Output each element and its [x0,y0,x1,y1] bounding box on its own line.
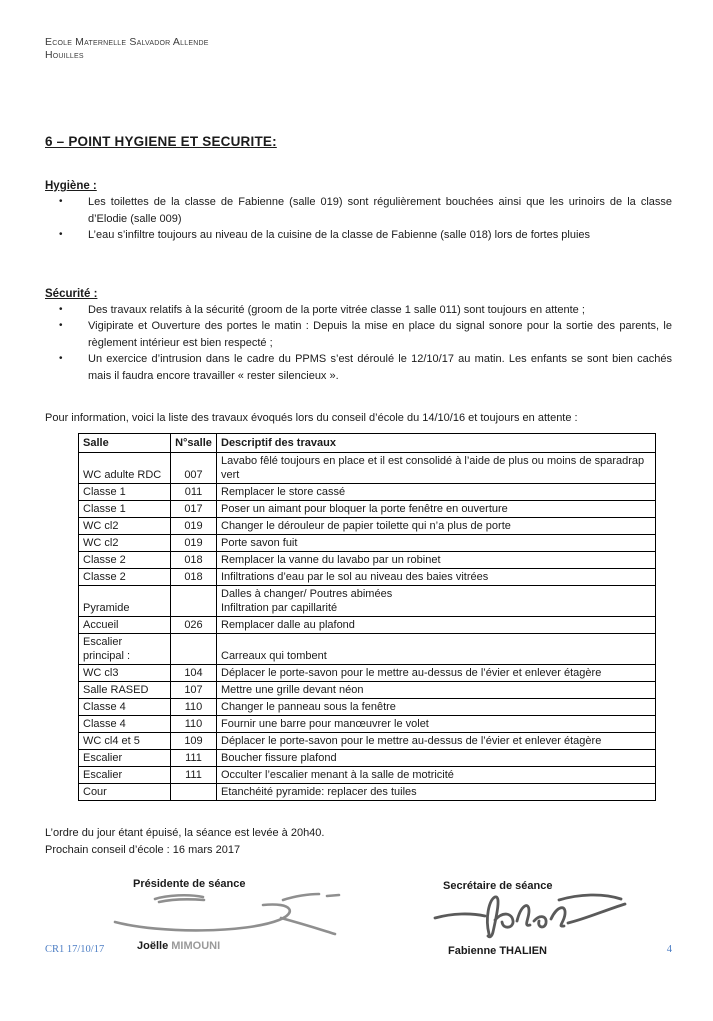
closing-paragraph [45,825,672,858]
bullet-icon: • [59,196,63,207]
cell-salle: Cour [79,784,171,801]
table-row [79,518,656,535]
cell-desc-line2: Infiltration par capillarité [221,602,338,614]
cell-num: 107 [171,682,217,699]
travaux-table [78,433,656,801]
table-row [79,453,656,484]
bullet-icon: • [59,353,63,364]
cell-salle: Classe 4 [79,716,171,733]
cell-salle: Escalier principal : [79,634,171,665]
cell-salle: Classe 2 [79,552,171,569]
cell-num: 110 [171,716,217,733]
cell-num: 111 [171,750,217,767]
cell-num: 104 [171,665,217,682]
col-header-num: N°salle [171,434,217,453]
cell-salle: Classe 1 [79,501,171,518]
table-row [79,617,656,634]
table-row [79,716,656,733]
cell-desc: Infiltrations d’eau par le sol au niveau des baies vitrées [217,569,656,586]
cell-desc-line1: Dalles à changer/ Poutres abimées [221,588,393,600]
secretary-name: Fabienne THALIEN [448,945,548,957]
cell-num: 019 [171,518,217,535]
page-footer [45,944,672,955]
bullet-icon: • [59,303,63,315]
table-row [79,750,656,767]
bullet-icon: • [59,229,63,240]
school-name: Ecole Maternelle Salvador Allende [45,36,209,48]
page-content [45,36,672,973]
cell-desc: Fournir une barre pour manœuvrer le volet [217,716,656,733]
cell-desc: Porte savon fuit [217,535,656,552]
cell-salle: Accueil [79,617,171,634]
cell-num [171,784,217,801]
col-header-desc: Descriptif des travaux [217,434,656,453]
cell-salle: Escalier [79,767,171,784]
cell-salle: WC cl4 et 5 [79,733,171,750]
bullet-text: Des travaux relatifs à la sécurité (groom de la porte vitrée classe 1 salle 011) sont toujours en attente ; [88,303,585,316]
cell-salle: WC adulte RDC [79,453,171,484]
bullet-text: Un exercice d’intrusion dans le cadre du PPMS s’est déroulé le 12/10/17 au matin. Les enfants se sont bien cachés mais il faudra encore travailler « rester silencieux ». [88,353,672,382]
cell-num: 109 [171,733,217,750]
table-row [79,634,656,665]
col-header-salle: Salle [79,434,171,453]
closing-line-2: Prochain conseil d’école : 16 mars 2017 [45,843,241,856]
cell-desc: Mettre une grille devant néon [217,682,656,699]
table-row [79,552,656,569]
city-name: Houilles [45,49,84,61]
cell-desc: Etanchéité pyramide: replacer des tuiles [217,784,656,801]
table-row [79,586,656,617]
cell-salle: Escalier [79,750,171,767]
cell-num: 007 [171,453,217,484]
table-row [79,784,656,801]
cell-num: 011 [171,484,217,501]
table-row [79,767,656,784]
table-row [79,699,656,716]
footer-reference: CR1 17/10/17 [45,944,105,955]
securite-bullet-2 [45,318,672,351]
securite-bullet-1 [45,302,672,319]
secretary-role-label: Secrétaire de séance [443,880,553,892]
cell-num: 026 [171,617,217,634]
table-row [79,569,656,586]
cell-desc: Poser un aimant pour bloquer la porte fenêtre en ouverture [217,501,656,518]
securite-bullets [45,302,672,385]
cell-desc: Déplacer le porte-savon pour le mettre au-dessus de l’évier et enlever étagère [217,665,656,682]
table-row [79,484,656,501]
signatures-block [45,878,672,973]
cell-num: 111 [171,767,217,784]
cell-desc: Changer le dérouleur de papier toilette qui n’a plus de porte [217,518,656,535]
section-title: 6 – POINT HYGIENE ET SECURITE: [45,134,277,149]
hygiene-bullet-1 [45,194,672,227]
cell-num [171,634,217,665]
bullet-text: L’eau s’infiltre toujours au niveau de la cuisine de la classe de Fabienne (salle 018) lors de fortes pluies [88,229,591,241]
cell-num: 110 [171,699,217,716]
cell-desc: Carreaux qui tombent [217,634,656,665]
cell-salle: WC cl3 [79,665,171,682]
cell-salle: Classe 4 [79,699,171,716]
cell-num: 018 [171,569,217,586]
president-signature-image [111,890,341,940]
cell-salle: WC cl2 [79,518,171,535]
table-row [79,682,656,699]
footer-page-number: 4 [666,944,672,955]
bullet-icon: • [59,320,63,331]
cell-desc: Déplacer le porte-savon pour le mettre au-dessus de l’évier et enlever étagère [217,733,656,750]
cell-num: 019 [171,535,217,552]
cell-desc [217,586,656,617]
table-row [79,733,656,750]
cell-desc: Occulter l’escalier menant à la salle de motricité [217,767,656,784]
securite-bullet-3 [45,351,672,384]
closing-line-1: L’ordre du jour étant épuisé, la séance est levée à 20h40. [45,827,325,839]
cell-num [171,586,217,617]
cell-num: 017 [171,501,217,518]
cell-desc: Lavabo fêlé toujours en place et il est consolidé à l’aide de plus ou moins de sparadrap vert [217,453,656,484]
table-row [79,665,656,682]
table-header-row [79,434,656,453]
secretary-signature-image [433,890,633,942]
president-role-label: Présidente de séance [133,878,246,890]
hygiene-bullets [45,194,672,244]
president-first-name: Joëlle [137,940,172,952]
hygiene-bullet-2 [45,227,672,244]
cell-desc: Remplacer le store cassé [217,484,656,501]
document-header [45,36,672,62]
hygiene-heading: Hygiène : [45,180,97,192]
cell-salle: Classe 2 [79,569,171,586]
cell-num: 018 [171,552,217,569]
table-row [79,501,656,518]
cell-salle: Pyramide [79,586,171,617]
cell-desc: Boucher fissure plafond [217,750,656,767]
president-last-name: MIMOUNI [171,940,221,952]
info-line: Pour information, voici la liste des travaux évoqués lors du conseil d’école du 14/10/16 et toujours en attente : [45,412,578,424]
cell-salle: Salle RASED [79,682,171,699]
securite-heading: Sécurité : [45,287,98,300]
cell-salle: Classe 1 [79,484,171,501]
cell-desc: Remplacer la vanne du lavabo par un robinet [217,552,656,569]
bullet-text: Vigipirate et Ouverture des portes le matin : Depuis la mise en place du signal sonore pour la sortie des parents, le règlement intérieur est bien respecté ; [88,320,672,349]
cell-desc: Changer le panneau sous la fenêtre [217,699,656,716]
table-row [79,535,656,552]
bullet-text: Les toilettes de la classe de Fabienne (salle 019) sont régulièrement bouchées ainsi que les urinoirs de la classe d’Elodie (salle 009) [88,196,672,225]
cell-desc: Remplacer dalle au plafond [217,617,656,634]
cell-salle: WC cl2 [79,535,171,552]
